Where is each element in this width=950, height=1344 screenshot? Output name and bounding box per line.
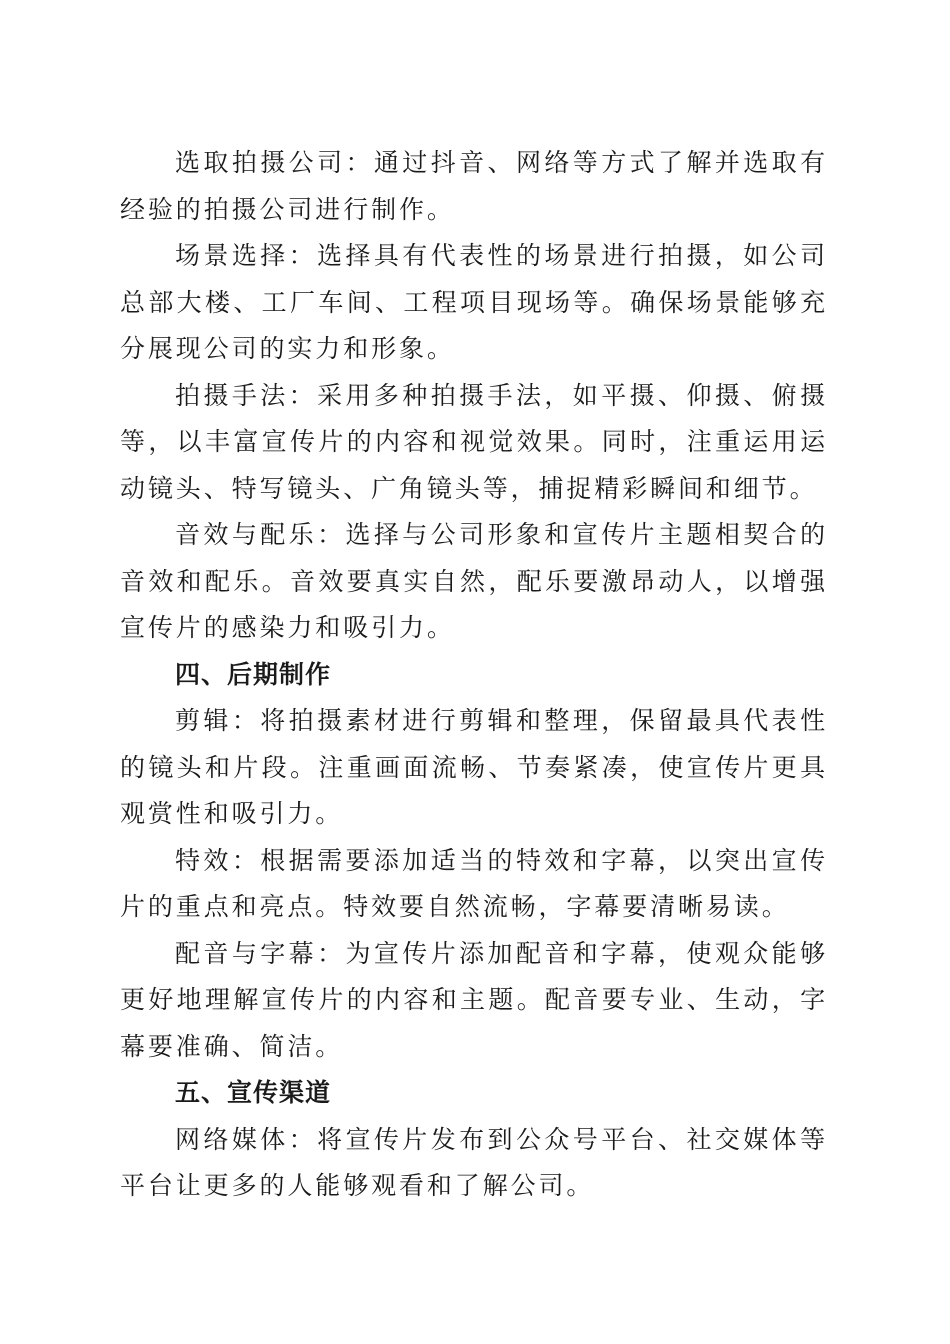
paragraph-editing: 剪辑：将拍摄素材进行剪辑和整理，保留最具代表性的镜头和片段。注重画面流畅、节奏紧凑，使宣传片更具观赏性和吸引力。 [120,706,828,828]
paragraph-dubbing-subtitles: 配音与字幕：为宣传片添加配音和字幕，使观众能够更好地理解宣传片的内容和主题。配音要专业、生动，字幕要准确、简洁。 [120,938,828,1061]
paragraph-sound-music: 音效与配乐：选择与公司形象和宣传片主题相契合的音效和配乐。音效要真实自然，配乐要激昂动人，以增强宣传片的感染力和吸引力。 [120,520,828,642]
paragraph-shooting-technique: 拍摄手法：采用多种拍摄手法，如平摄、仰摄、俯摄等，以丰富宣传片的内容和视觉效果。同时，注重运用运动镜头、特写镜头、广角镜头等，捕捉精彩瞬间和细节。 [120,380,828,503]
paragraph-select-company: 选取拍摄公司：通过抖音、网络等方式了解并选取有经验的拍摄公司进行制作。 [120,148,828,224]
paragraph-online-media: 网络媒体：将宣传片发布到公众号平台、社交媒体等平台让更多的人能够观看和了解公司。 [120,1124,828,1200]
section-heading-post-production: 四、后期制作 [175,659,332,689]
document-body [120,140,828,1210]
paragraph-scene-selection: 场景选择：选择具有代表性的场景进行拍摄，如公司总部大楼、工厂车间、工程项目现场等。确保场景能够充分展现公司的实力和形象。 [120,241,828,363]
section-heading-promotion-channels: 五、宣传渠道 [175,1078,332,1107]
paragraph-special-effects: 特效：根据需要添加适当的特效和字幕，以突出宣传片的重点和亮点。特效要自然流畅，字幕要清晰易读。 [120,845,828,921]
